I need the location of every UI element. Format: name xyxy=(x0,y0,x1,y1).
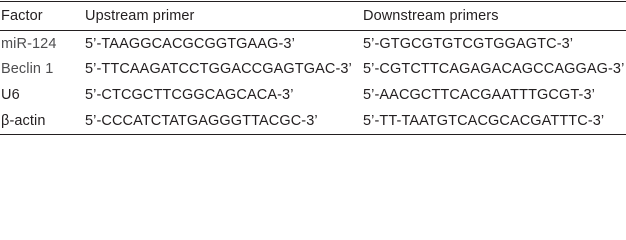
downstream-primer-cell: 5’-TT-TAATGTCACGCACGATTTC-3’ xyxy=(363,108,626,135)
header-upstream-primer: Upstream primer xyxy=(85,2,363,31)
table-body xyxy=(0,31,626,135)
upstream-primer-cell: 5’-TAAGGCACGCGGTGAAG-3’ xyxy=(85,35,295,52)
header-downstream-primers: Downstream primers xyxy=(363,2,626,31)
upstream-primer-cell: 5’-CCCATCTATGAGGGTTACGC-3’ xyxy=(85,108,363,135)
table-row xyxy=(0,57,626,83)
table-header xyxy=(0,2,626,31)
factor-cell: β-actin xyxy=(0,108,85,135)
table-row xyxy=(0,82,626,108)
downstream-primer-cell: 5’-AACGCTTCACGAATTTGCGT-3’ xyxy=(363,86,595,103)
upstream-primer-cell: 5’-TTCAAGATCCTGGACCGAGTGAC-3’ xyxy=(85,61,352,78)
primer-table xyxy=(0,1,626,135)
factor-cell: U6 xyxy=(1,86,20,103)
header-row xyxy=(0,2,626,31)
table-row xyxy=(0,108,626,135)
header-factor: Factor xyxy=(0,2,85,31)
factor-cell: Beclin 1 xyxy=(1,61,54,78)
downstream-primer-cell: 5’-CGTCTTCAGAGACAGCCAGGAG-3’ xyxy=(363,61,625,78)
downstream-primer-cell: 5’-GTGCGTGTCGTGGAGTC-3’ xyxy=(363,35,574,52)
upstream-primer-cell: 5’-CTCGCTTCGGCAGCACA-3’ xyxy=(85,86,294,103)
table-row xyxy=(0,31,626,57)
factor-cell: miR-124 xyxy=(1,35,57,52)
